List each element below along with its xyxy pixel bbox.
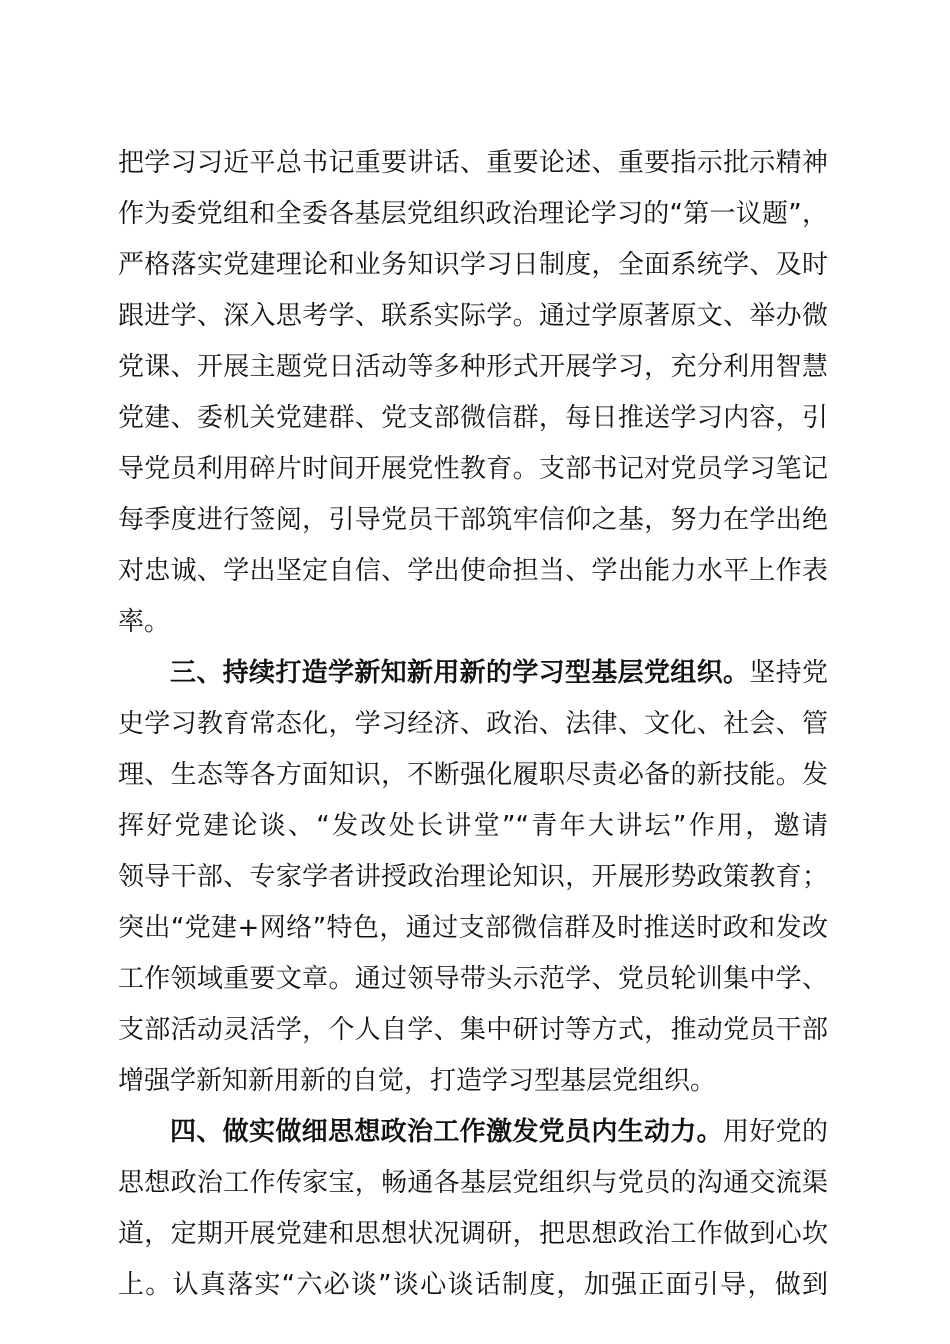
section-4-lead-text: 用好党的 <box>722 1117 828 1147</box>
body-text-line: 每季度进行签阅，引导党员干部筑牢信仰之基，努力在学出绝 <box>118 505 828 535</box>
body-text-line: 对忠诚、学出坚定自信、学出使命担当、学出能力水平上作表 <box>118 556 828 586</box>
body-text-line: 理、生态等各方面知识，不断强化履职尽责必备的新技能。发 <box>118 760 828 790</box>
body-text-line: 上。认真落实“六必谈”谈心谈话制度，加强正面引导，做到 <box>118 1270 828 1300</box>
section-4-first-line <box>170 1110 828 1154</box>
section-3-first-line <box>170 651 828 695</box>
body-text-line: 工作领域重要文章。通过领导带头示范学、党员轮训集中学、 <box>118 964 828 994</box>
body-text-line: 把学习习近平总书记重要讲话、重要论述、重要指示批示精神 <box>118 148 828 178</box>
body-text-line: 率。 <box>118 607 171 637</box>
body-text-line: 领导干部、专家学者讲授政治理论知识，开展形势政策教育； <box>118 862 828 892</box>
body-text-line: 支部活动灵活学，个人自学、集中研讨等方式，推动党员干部 <box>118 1015 828 1045</box>
body-text-line: 导党员利用碎片时间开展党性教育。支部书记对党员学习笔记 <box>118 454 828 484</box>
body-text-line: 党建、委机关党建群、党支部微信群，每日推送学习内容，引 <box>118 403 828 433</box>
section-3-heading: 三、持续打造学新知新用新的学习型基层党组织。 <box>170 658 750 688</box>
body-text-line: 作为委党组和全委各基层党组织政治理论学习的“第一议题”， <box>118 199 828 229</box>
body-text-line: 挥好党建论谈、“发改处长讲堂”“青年大讲坛”作用，邀请 <box>118 811 828 841</box>
body-text-line: 严格落实党建理论和业务知识学习日制度，全面系统学、及时 <box>118 250 828 280</box>
body-text-line: 党课、开展主题党日活动等多种形式开展学习，充分利用智慧 <box>118 352 828 382</box>
body-text-line: 道，定期开展党建和思想状况调研，把思想政治工作做到心坎 <box>118 1219 828 1249</box>
body-text-line: 突出“党建+网络”特色，通过支部微信群及时推送时政和发改 <box>118 913 828 943</box>
body-text-line: 思想政治工作传家宝，畅通各基层党组织与党员的沟通交流渠 <box>118 1168 828 1198</box>
body-text-line: 跟进学、深入思考学、联系实际学。通过学原著原文、举办微 <box>118 301 828 331</box>
body-text-line: 增强学新知新用新的自觉，打造学习型基层党组织。 <box>118 1066 717 1096</box>
section-4-heading: 四、做实做细思想政治工作激发党员内生动力。 <box>170 1117 723 1147</box>
body-text-line: 史学习教育常态化，学习经济、政治、法律、文化、社会、管 <box>118 709 828 739</box>
section-3-lead-text: 坚持党 <box>749 658 828 688</box>
